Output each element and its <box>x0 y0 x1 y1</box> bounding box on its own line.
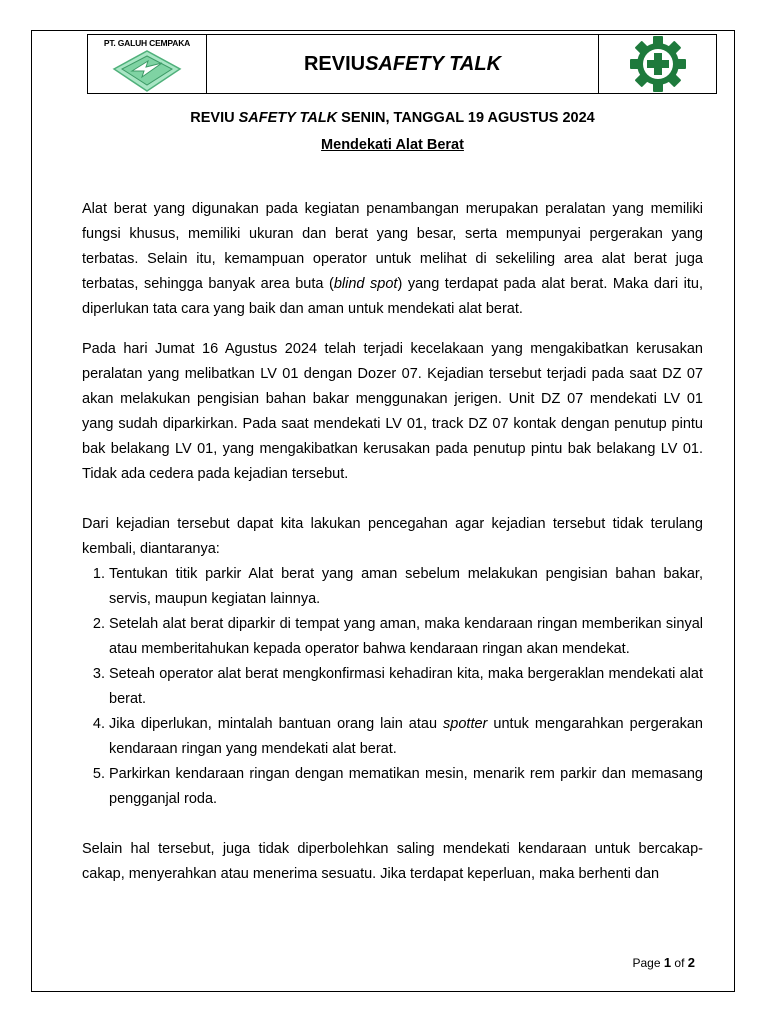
header-title <box>207 35 598 93</box>
paragraph-intro-a: Alat berat yang digunakan pada kegiatan penambangan merupakan peralatan yang memiliki fungsi khusus, memiliki ukuran dan berat yang besar, serta mempunyai pergerakan yang terbatas. Selain itu, kemampuan operator untuk melihat di sekeliling area alat berat juga terbatas, sehingga banyak area buta ( <box>82 201 703 292</box>
page-word: Page <box>632 956 664 970</box>
company-logo-cell <box>88 35 207 93</box>
document-title-italic: SAFETY TALK <box>238 110 338 126</box>
document-title-suffix: SENIN, TANGGAL 19 AGUSTUS 2024 <box>337 110 595 126</box>
paragraph-prevention: Dari kejadian tersebut dapat kita lakukan pencegahan agar kejadian tersebut tidak terulang kembali, diantaranya: <box>82 516 703 557</box>
paragraph-intro-italic: blind spot <box>333 276 398 292</box>
company-name: PT. GALUH CEMPAKA <box>103 38 191 48</box>
safety-gear-cross-icon <box>629 35 687 93</box>
header-title-italic: SAFETY TALK <box>365 52 502 75</box>
document-title <box>82 110 703 126</box>
page-number <box>632 955 695 970</box>
prevention-list <box>82 562 703 812</box>
safety-emblem-cell <box>598 35 716 93</box>
paragraph-intro-b: ) yang terdapat pada alat berat. Maka dari itu, diperlukan tata cara yang baik dan aman untuk mendekati alat berat. <box>82 276 703 317</box>
header-table <box>87 34 717 94</box>
of-word: of <box>671 956 688 970</box>
list-item <box>109 712 703 762</box>
paragraph-incident: Pada hari Jumat 16 Agustus 2024 telah terjadi kecelakaan yang mengakibatkan kerusakan peralatan yang melibatkan LV 01 dengan Dozer 07. Kejadian tersebut terjadi pada saat DZ 07 akan melakukan pengisian bahan bakar menggunakan jerigen. Unit DZ 07 mendekati LV 01 yang sudah diparkirkan. Pada saat mendekati LV 01, track DZ 07 kontak dengan penutup pintu bak belakang LV 01, yang mengakibatkan kerusakan pada penutup pintu bak belakang LV 01. Tidak ada cedera pada kejadian tersebut. <box>82 341 703 482</box>
list-item: 2. Setelah alat berat diparkir di tempat yang aman, maka kendaraan ringan memberikan sinyal atau memberitahukan kepada operator bahwa kendaraan ringan akan mendekat. <box>109 612 703 662</box>
header-title-prefix: REVIU <box>303 52 366 75</box>
document-subtitle: Mendekati Alat Berat <box>321 137 464 153</box>
paragraph-closing: Selain hal tersebut, juga tidak diperbolehkan saling mendekati kendaraan untuk bercakap-cakap, menyerahkan atau menerima sesuatu. Jika terdapat keperluan, maka berhenti dan <box>82 841 703 882</box>
body-text <box>82 197 703 887</box>
list-item-4-b: untuk mengarahkan pergerakan kendaraan ringan yang mendekati alat berat. <box>109 716 703 757</box>
document-title-prefix: REVIU <box>190 110 239 126</box>
list-item: 1. Tentukan titik parkir Alat berat yang aman sebelum melakukan pengisian bahan bakar, servis, maupun kegiatan lainnya. <box>109 562 703 612</box>
list-item: 5. Parkirkan kendaraan ringan dengan mematikan mesin, menarik rem parkir dan memasang pengganjal roda. <box>109 762 703 812</box>
paragraph-intro <box>82 197 703 322</box>
list-item-4-a: Jika diperlukan, mintalah bantuan orang lain atau <box>109 716 444 732</box>
list-item: 3. Seteah operator alat berat mengkonfirmasi kehadiran kita, maka bergeraklan mendekati alat berat. <box>109 662 703 712</box>
page-total: 2 <box>687 955 695 970</box>
company-logo-icon <box>108 49 186 93</box>
list-item-4-italic: spotter <box>443 716 488 732</box>
page-current: 1 <box>663 955 672 970</box>
